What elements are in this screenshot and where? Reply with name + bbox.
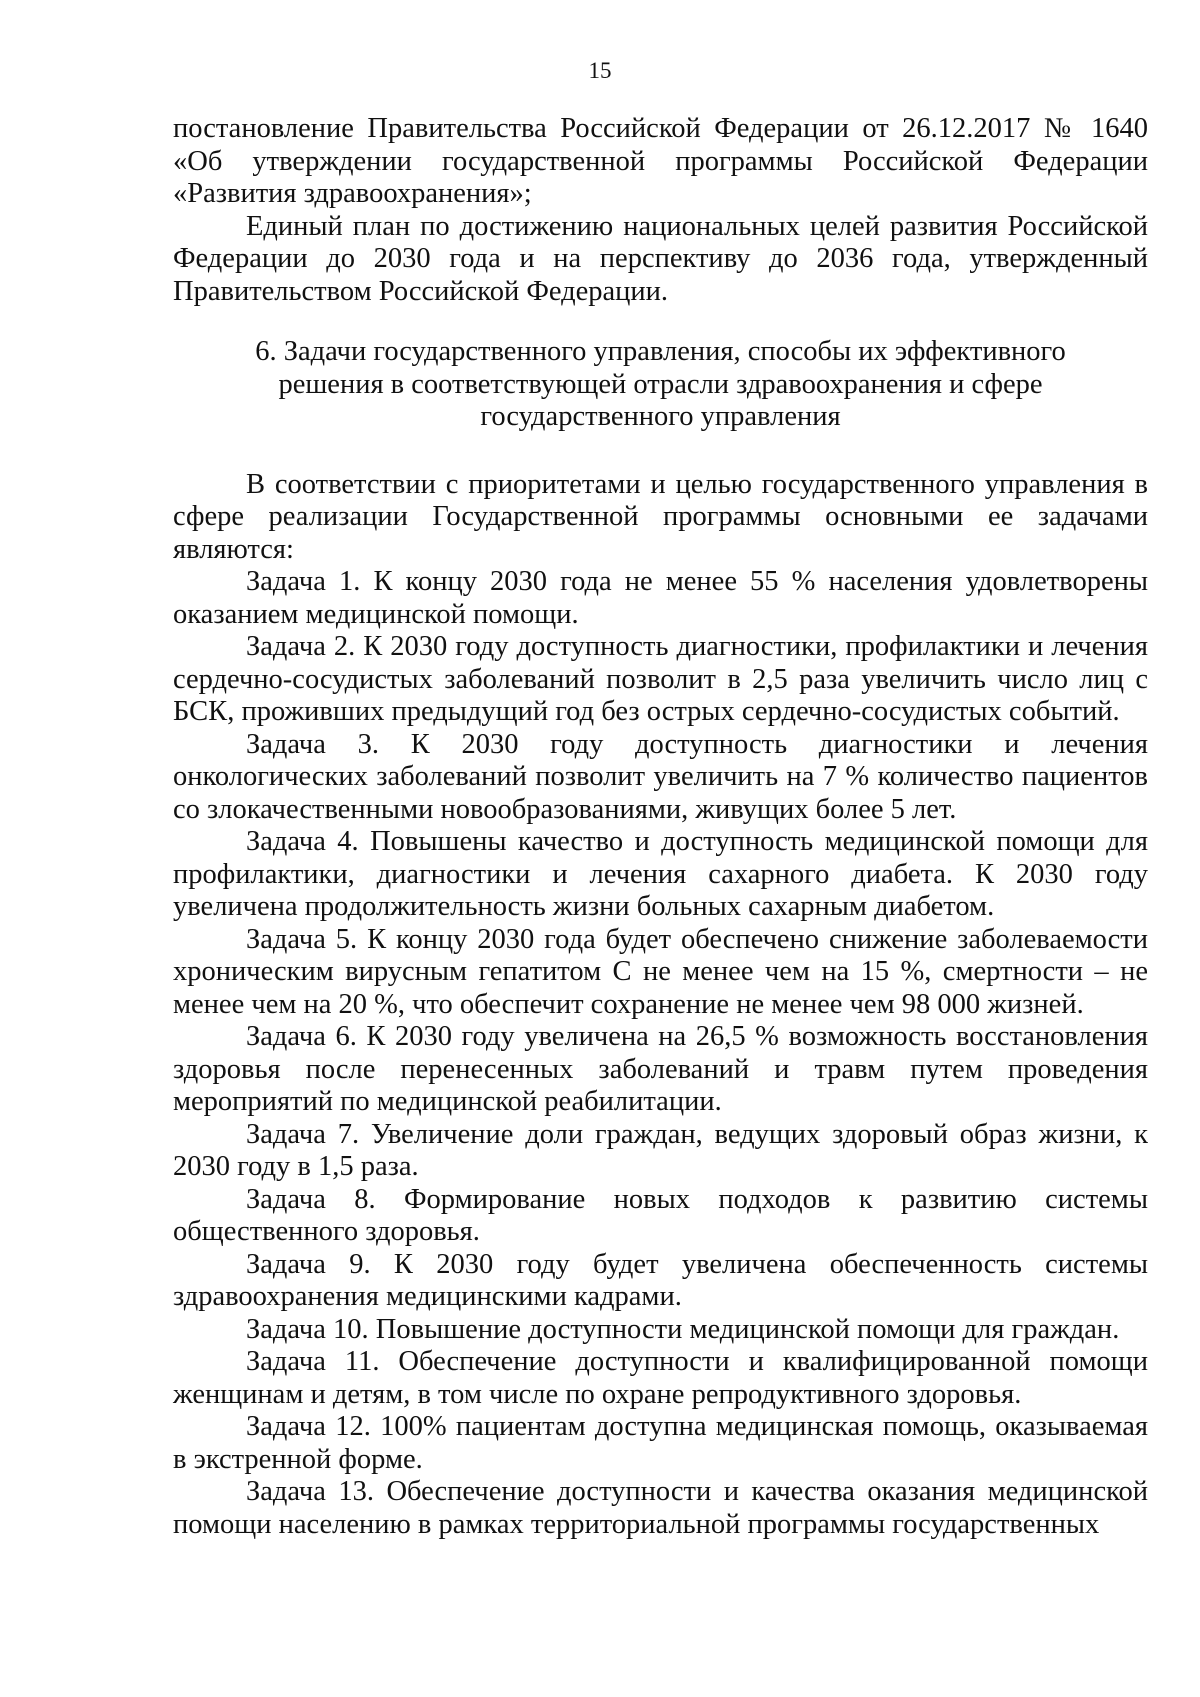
body-intro-paragraph: В соответствии с приоритетами и целью государственного управления в сфере реализации Государственной программы основными ее задачами являются:: [173, 468, 1148, 565]
task-3: Задача 3. К 2030 году доступность диагностики и лечения онкологических заболеваний позволит увеличить на 7 % количество пациентов со злокачественными новообразованиями, живущих более 5 лет.: [173, 728, 1148, 825]
section-heading: [173, 336, 1148, 434]
task-5: Задача 5. К концу 2030 года будет обеспечено снижение заболеваемости хроническим вирусным гепатитом С не менее чем на 15 %, смертности – не менее чем на 20 %, что обеспечит сохранение не менее чем 98 000 жизней.: [173, 923, 1148, 1020]
section-heading-line-3: государственного управления: [480, 401, 841, 432]
task-4: Задача 4. Повышены качество и доступность медицинской помощи для профилактики, диагностики и лечения сахарного диабета. К 2030 году увеличена продолжительность жизни больных сахарным диабетом.: [173, 826, 1148, 922]
section-heading-line-1: 6. Задачи государственного управления, способы их эффективного: [255, 336, 1066, 367]
task-12: Задача 12. 100% пациентам доступна медицинская помощь, оказываемая в экстренной форме.: [173, 1411, 1148, 1475]
intro-paragraph-2: Единый план по достижению национальных целей развития Российской Федерации до 2030 года и на перспективу до 2036 года, утвержденный Правительством Российской Федерации.: [173, 210, 1148, 307]
task-8: Задача 8. Формирование новых подходов к развитию системы общественного здоровья.: [173, 1183, 1148, 1247]
task-2: Задача 2. К 2030 году доступность диагностики, профилактики и лечения сердечно-сосудистых заболеваний позволит в 2,5 раза увеличить число лиц с БСК, проживших предыдущий год без острых сердечно-сосудистых событий.: [173, 631, 1148, 727]
task-9: Задача 9. К 2030 году будет увеличена обеспеченность системы здравоохранения медицинскими кадрами.: [173, 1248, 1148, 1312]
page-number: 15: [588, 58, 612, 83]
task-11: Задача 11. Обеспечение доступности и квалифицированной помощи женщинам и детям, в том числе по охране репродуктивного здоровья.: [173, 1346, 1148, 1410]
section-heading-line-2: решения в соответствующей отрасли здравоохранения и сфере: [278, 368, 1043, 400]
intro-paragraph-1: постановление Правительства Российской Федерации от 26.12.2017 № 1640 «Об утверждении государственной программы Российской Федерации «Развития здравоохранения»;: [173, 113, 1148, 209]
task-1: Задача 1. К концу 2030 года не менее 55 % населения удовлетворены оказанием медицинской помощи.: [173, 566, 1148, 630]
document-body: [173, 113, 1148, 1541]
task-7: Задача 7. Увеличение доли граждан, ведущих здоровый образ жизни, к 2030 году в 1,5 раза.: [173, 1118, 1148, 1182]
task-10: Задача 10. Повышение доступности медицинской помощи для граждан.: [246, 1313, 1120, 1345]
task-6: Задача 6. К 2030 году увеличена на 26,5 % возможность восстановления здоровья после перенесенных заболеваний и травм путем проведения мероприятий по медицинской реабилитации.: [173, 1021, 1148, 1117]
task-13: Задача 13. Обеспечение доступности и качества оказания медицинской помощи населению в рамках территориальной программы государственных: [173, 1476, 1148, 1540]
